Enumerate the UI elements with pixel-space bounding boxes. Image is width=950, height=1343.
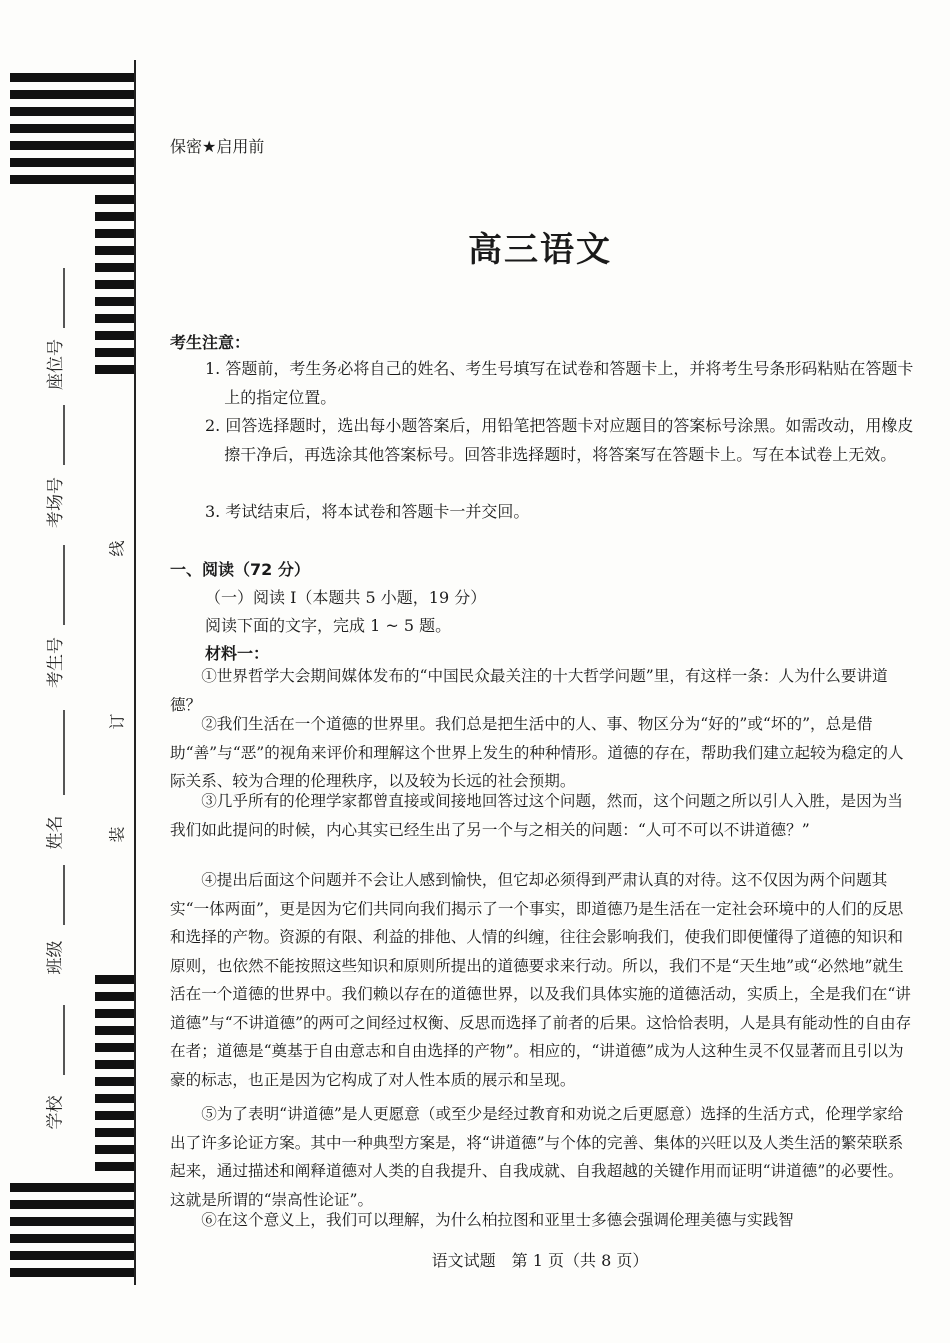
- barcode-stripe: [95, 1162, 134, 1171]
- barcode-stripe: [95, 1077, 134, 1086]
- barcode-stripe: [95, 1128, 134, 1137]
- field-examinee-label: 考生号: [46, 637, 66, 688]
- subsection-heading: （一）阅读 I（本题共 5 小题，19 分）: [205, 588, 487, 607]
- barcode-stripe: [95, 365, 134, 374]
- barcode-stripe: [10, 124, 134, 133]
- barcode-stripe: [10, 1217, 134, 1226]
- barcode-stripe: [10, 1200, 134, 1209]
- section-heading: 一、阅读（72 分）: [170, 560, 310, 579]
- paragraph-6: ⑥在这个意义上，我们可以理解，为什么柏拉图和亚里士多德会强调伦理美德与实践智: [201, 1211, 794, 1229]
- page-footer: 语文试题 第 1 页（共 8 页）: [431, 1251, 649, 1270]
- field-class-label: 班级: [45, 940, 66, 975]
- barcode-stripe: [95, 280, 134, 289]
- notice-item: 3. 考试结束后，将本试卷和答题卡一并交回。: [205, 502, 530, 521]
- barcode-stripe: [95, 331, 134, 340]
- barcode-stripe: [10, 175, 134, 184]
- barcode-stripe: [95, 975, 134, 984]
- barcode-stripe: [95, 992, 134, 1001]
- barcode-stripe: [95, 1043, 134, 1052]
- cut-word-xian: 线: [107, 540, 127, 557]
- barcode-stripe: [10, 141, 134, 150]
- barcode-stripe: [95, 314, 134, 323]
- barcode-stripe: [10, 107, 134, 116]
- barcode-stripe: [10, 90, 134, 99]
- barcode-stripe: [95, 1009, 134, 1018]
- field-name-label: 姓名: [45, 815, 66, 850]
- paragraph-5: ⑤为了表明“讲道德”是人更愿意（或至少是经过教育和劝说之后更愿意）选择的生活方式，伦理学家给出了许多论证方案。其中一种典型方案是，将“讲道德”与个体的完善、集体的兴旺以及人类生活的繁荣联系起来，通过描述和阐释道德对人类的自我提升、自我成就、自我超越的关键作用而证明“讲道德”的必要性。这就是所谓的“崇高性论证”。: [170, 1105, 904, 1209]
- cut-word-zhuang: 装: [107, 826, 127, 843]
- material-label: 材料一：: [205, 644, 270, 663]
- barcode-stripe: [95, 1026, 134, 1035]
- notice-item: 2. 回答选择题时，选出每小题答案后，用铅笔把答题卡对应题目的答案标号涂黑。如需改动，用橡皮擦干净后，再选涂其他答案标号。回答非选择题时，将答案写在答题卡上。写在本试卷上无效。: [205, 416, 914, 464]
- barcode-stripe: [95, 348, 134, 357]
- barcode-stripe: [95, 1094, 134, 1103]
- exam-title: 高三语文: [468, 230, 612, 270]
- barcode-stripe: [95, 1060, 134, 1069]
- field-school-label: 学校: [45, 1095, 66, 1130]
- field-seat-label: 座位号: [46, 339, 66, 390]
- paragraph-2: ②我们生活在一个道德的世界里。我们总是把生活中的人、事、物区分为“好的”或“坏的”，总是借助“善”与“恶”的视角来评价和理解这个世界上发生的种种情形。道德的存在，帮助我们建立起较为稳定的人际关系、较为合理的伦理秩序，以及较为长远的社会预期。: [170, 715, 904, 790]
- barcode-stripe: [10, 1234, 134, 1243]
- binding-margin: [0, 0, 140, 1343]
- barcode-stripe: [10, 1183, 134, 1192]
- paragraph-4: ④提出后面这个问题并不会让人感到愉快，但它却必须得到严肃认真的对待。这不仅因为两个问题其实“一体两面”，更是因为它们共同向我们揭示了一个事实，即道德乃是生活在一定社会环境中的人们的反思和选择的产物。资源的有限、利益的排他、人情的纠缠，往往会影响我们，使我们即便懂得了道德的知识和原则，也依然不能按照这些知识和原则所提出的道德要求来行动。所以，我们不是“天生地”或“必然地”就生活在一个道德的世界中。我们赖以存在的道德世界，以及我们具体实施的道德活动，实质上，全是我们在“讲道德”与“不讲道德”的两可之间经过权衡、反思而选择了前者的后果。这恰恰表明，人是具有能动性的自由存在者；道德是“奠基于自由意志和自由选择的产物”。相应的，“讲道德”成为人这种生灵不仅显著而且引以为豪的标志，也正是因为它构成了对人性本质的展示和呈现。: [170, 871, 912, 1089]
- notice-item: 1. 答题前，考生务必将自己的姓名、考生号填写在试卷和答题卡上，并将考生号条形码粘贴在答题卡上的指定位置。: [205, 359, 914, 407]
- barcode-stripe: [95, 195, 134, 204]
- barcode-stripe: [95, 297, 134, 306]
- barcode-stripe: [95, 1145, 134, 1154]
- barcode-stripe: [95, 1111, 134, 1120]
- field-class-line[interactable]: [63, 865, 65, 925]
- notice-heading: 考生注意：: [170, 333, 251, 352]
- barcode-stripe: [10, 73, 134, 82]
- barcode-stripe: [95, 212, 134, 221]
- field-seat-line[interactable]: [63, 268, 65, 328]
- field-examinee-line[interactable]: [63, 545, 65, 625]
- barcode-stripe: [10, 158, 134, 167]
- paragraph-3: ③几乎所有的伦理学家都曾直接或间接地回答过这个问题，然而，这个问题之所以引人入胜，是因为当我们如此提问的时候，内心其实已经生出了另一个与之相关的问题：“人可不可以不讲道德？”: [170, 792, 903, 839]
- field-room-label: 考场号: [46, 477, 66, 528]
- cut-word-ding: 订: [107, 713, 127, 730]
- field-name-line[interactable]: [63, 710, 65, 795]
- reading-instruction: 阅读下面的文字，完成 1 ~ 5 题。: [205, 616, 452, 635]
- field-school-line[interactable]: [63, 1005, 65, 1075]
- field-room-line[interactable]: [63, 405, 65, 465]
- paragraph-1: ①世界哲学大会期间媒体发布的“中国民众最关注的十大哲学问题”里，有这样一条：人为什么要讲道德？: [170, 667, 888, 714]
- confidential-mark: 保密★启用前: [170, 137, 265, 156]
